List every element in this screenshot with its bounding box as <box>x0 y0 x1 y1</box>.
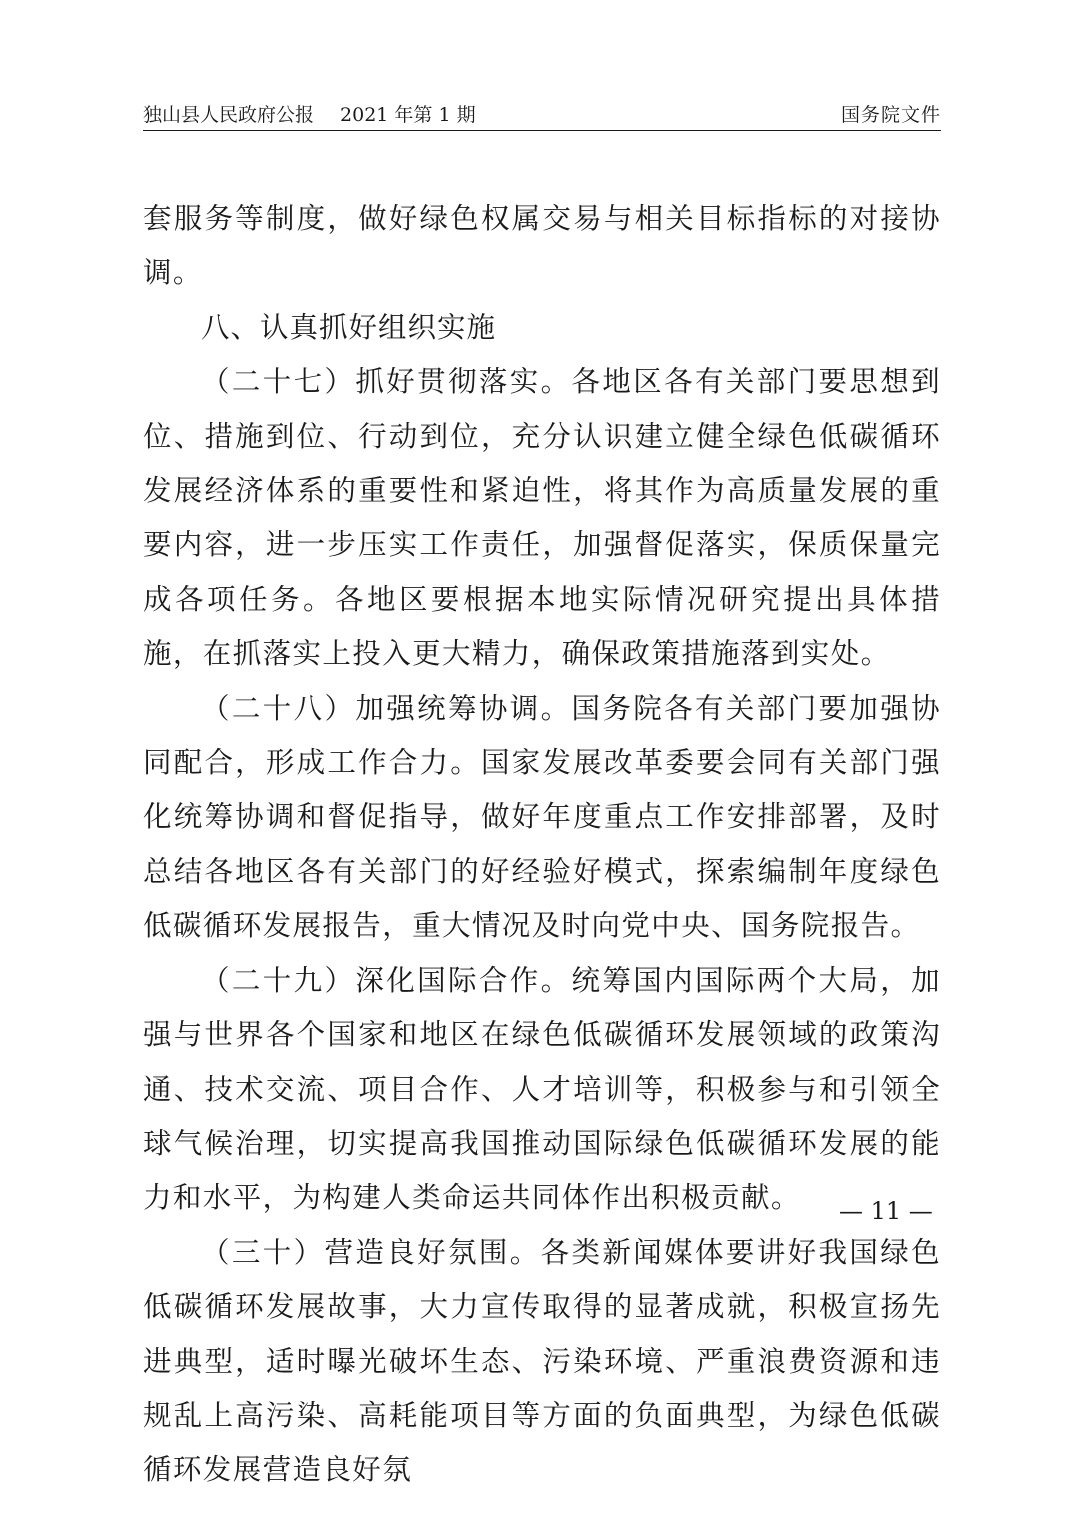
paragraph-27: （二十七）抓好贯彻落实。各地区各有关部门要思想到位、措施到位、行动到位，充分认识建立健全绿色低碳循环发展经济体系的重要性和紧迫性，将其作为高质量发展的重要内容，进一步压实工作责任，加强督促落实，保质保量完成各项任务。各地区要根据本地实际情况研究提出具体措施，在抓落实上投入更大精力，确保政策措施落到实处。 <box>143 365 941 671</box>
page-number: — 11 — <box>839 1197 933 1225</box>
page-header <box>143 100 941 131</box>
section-title: 国务院文件 <box>840 104 941 126</box>
document-body <box>143 192 941 1498</box>
paragraph-30: （三十）营造良好氛围。各类新闻媒体要讲好我国绿色低碳循环发展故事，大力宣传取得的显著成就，积极宣扬先进典型，适时曝光破坏生态、污染环境、严重浪费资源和违规乱上高污染、高耗能项目等方面的负面典型，为绿色低碳循环发展营造良好氛 <box>143 1235 941 1487</box>
publication-title: 独山县人民政府公报 <box>143 104 315 126</box>
section-heading: 八、认真抓好组织实施 <box>201 310 497 344</box>
paragraph-28: （二十八）加强统筹协调。国务院各有关部门要加强协同配合，形成工作合力。国家发展改革委要会同有关部门强化统筹协调和督促指导，做好年度重点工作安排部署，及时总结各地区各有关部门的好经验好模式，探索编制年度绿色低碳循环发展报告，重大情况及时向党中央、国务院报告。 <box>143 691 941 943</box>
paragraph-29: （二十九）深化国际合作。统筹国内国际两个大局，加强与世界各个国家和地区在绿色低碳循环发展领域的政策沟通、技术交流、项目合作、人才培训等，积极参与和引领全球气候治理，切实提高我国推动国际绿色低碳循环发展的能力和水平，为构建人类命运共同体作出积极贡献。 <box>143 963 941 1215</box>
continuation-paragraph: 套服务等制度，做好绿色权属交易与相关目标指标的对接协调。 <box>143 202 941 290</box>
header-publication-info <box>143 102 476 128</box>
issue-number: 2021 年第 1 期 <box>340 104 476 126</box>
